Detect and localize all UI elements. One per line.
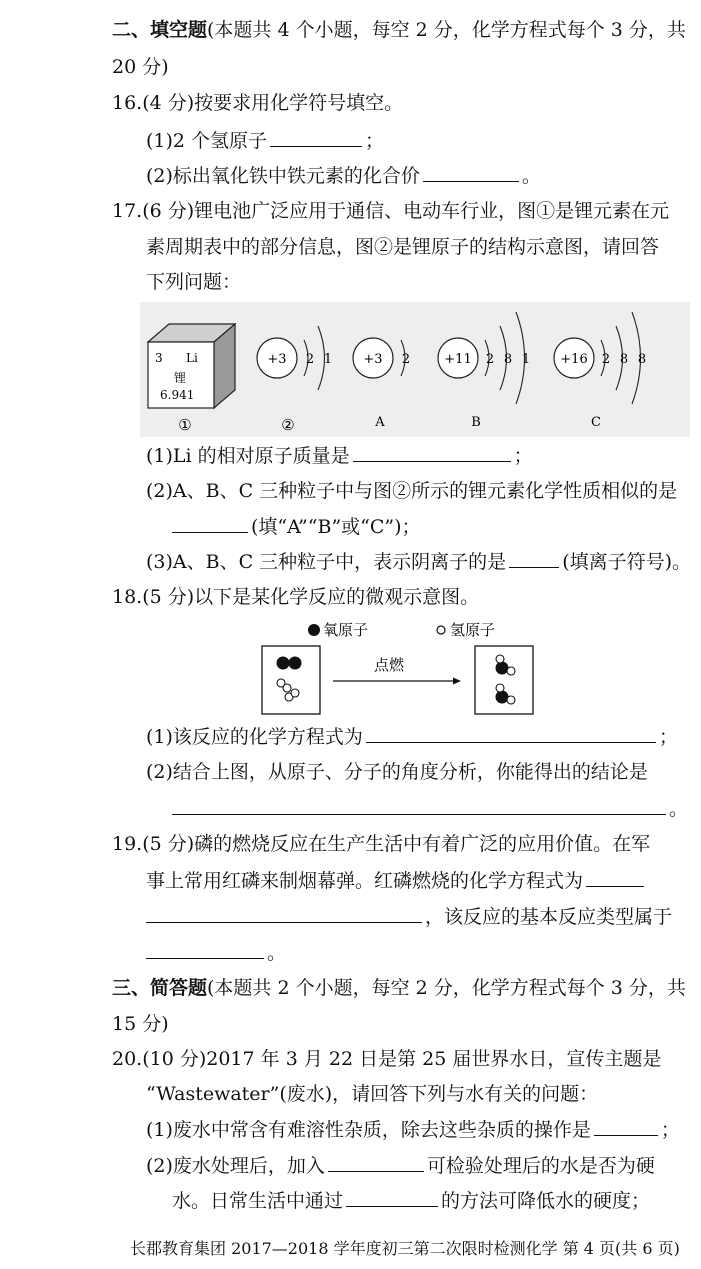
hydrogen-atom-icon — [437, 626, 445, 634]
q16-stem: 16.(4 分)按要求用化学符号填空。 — [112, 92, 404, 114]
element-symbol: Li — [186, 351, 198, 365]
q16-part1-text: (1)2 个氢原子 — [146, 130, 268, 152]
punct: ； — [365, 130, 385, 152]
nucleus-charge: +11 — [444, 352, 472, 367]
q16-part1 — [146, 128, 384, 153]
q19-line2 — [146, 868, 647, 893]
nucleus-charge: +3 — [363, 352, 383, 367]
q18-part1 — [146, 724, 678, 749]
q20-part2-line1 — [146, 1153, 655, 1178]
products-box — [475, 646, 533, 714]
q18-stem: 18.(5 分)以下是某化学反应的微观示意图。 — [112, 586, 480, 608]
answer-blank[interactable] — [586, 868, 644, 887]
figure-label: C — [591, 415, 601, 430]
q17-part2-line1: (2)A、B、C 三种粒子中与图②所示的锂元素化学性质相似的是 — [146, 480, 678, 502]
section-desc-cont: 20 分) — [112, 56, 169, 78]
section-2-header — [112, 18, 686, 42]
section-3-header — [112, 976, 686, 1000]
legend-oxygen: 氧原子 — [323, 621, 369, 639]
answer-blank[interactable] — [146, 904, 422, 923]
q17-part2-line2 — [172, 514, 421, 539]
answer-blank[interactable] — [353, 443, 511, 462]
punct: ； — [658, 726, 678, 748]
punct: ； — [513, 445, 533, 467]
answer-blank[interactable] — [346, 1188, 438, 1207]
reaction-condition: 点燃 — [373, 656, 405, 674]
section-desc: (本题共 2 个小题，每空 2 分，化学方程式每个 3 分，共 — [207, 977, 686, 999]
shell-electrons: 2 — [485, 352, 495, 367]
shell-electrons: 2 — [305, 352, 315, 367]
answer-blank[interactable] — [366, 724, 656, 743]
figure-label: ① — [178, 416, 192, 434]
atom-structure-figure — [140, 302, 690, 437]
section-title: 二、填空题 — [112, 19, 208, 41]
q17-stem-line3: 下列问题： — [146, 271, 242, 293]
q17-part2-text: (填“A”“B”或“C”)； — [251, 516, 421, 538]
shell-electrons: 1 — [323, 352, 333, 367]
q17-part3-suffix: (填离子符号)。 — [562, 551, 692, 573]
q18-part2-answer — [172, 796, 688, 821]
answer-blank[interactable] — [172, 796, 666, 815]
answer-blank[interactable] — [270, 128, 362, 147]
q17-part1-text: (1)Li 的相对原子质量是 — [146, 445, 350, 467]
element-cell-lithium — [148, 324, 235, 408]
shell-electrons: 2 — [401, 352, 411, 367]
answer-blank[interactable] — [328, 1153, 424, 1172]
q19-line1: 19.(5 分)磷的燃烧反应在生产生活中有着广泛的应用价值。在军 — [112, 833, 651, 855]
q20-part1 — [146, 1117, 680, 1142]
answer-blank[interactable] — [594, 1117, 658, 1136]
legend-hydrogen: 氢原子 — [450, 621, 496, 639]
section-desc: (本题共 4 个小题，每空 2 分，化学方程式每个 3 分，共 — [207, 19, 686, 41]
q19-line4 — [146, 940, 286, 965]
q20-part2-text: 的方法可降低水的硬度； — [441, 1190, 651, 1212]
atomic-mass: 6.941 — [160, 388, 195, 402]
shell-electrons: 8 — [619, 352, 629, 367]
shell-electrons: 8 — [503, 352, 513, 367]
q17-part1 — [146, 443, 533, 468]
atomic-number: 3 — [155, 351, 163, 365]
element-name: 锂 — [174, 371, 187, 385]
shell-electrons: 1 — [521, 352, 531, 367]
punct: 。 — [669, 798, 689, 820]
q20-line2: “Wastewater”(废水)，请回答下列与水有关的问题： — [146, 1083, 599, 1105]
q20-line1: 20.(10 分)2017 年 3 月 22 日是第 25 届世界水日，宣传主题是 — [112, 1048, 662, 1070]
reactants-box — [262, 646, 320, 714]
q17-part3 — [146, 549, 691, 574]
page-footer: 长郡教育集团 2017—2018 学年度初三第二次限时检测化学 第 4 页(共 6 页) — [130, 1239, 680, 1258]
figure-label: A — [375, 415, 385, 430]
nucleus-charge: +16 — [560, 352, 588, 367]
section-desc-cont: 15 分) — [112, 1013, 169, 1035]
answer-blank[interactable] — [423, 163, 519, 182]
q19-line3 — [146, 904, 672, 929]
q16-part2-text: (2)标出氧化铁中铁元素的化合价 — [146, 165, 420, 187]
q20-part2-text: (2)废水处理后，加入 — [146, 1155, 325, 1177]
q20-part1-text: (1)废水中常含有难溶性杂质，除去这些杂质的操作是 — [146, 1119, 591, 1141]
answer-blank[interactable] — [146, 940, 264, 959]
section-title: 三、简答题 — [112, 977, 208, 999]
reaction-diagram — [255, 617, 545, 719]
q20-part2-line2 — [172, 1188, 650, 1213]
figure-label: ② — [281, 416, 295, 434]
q17-stem-line2: 素周期表中的部分信息，图②是锂原子的结构示意图，请回答 — [146, 236, 660, 258]
figure-label: B — [471, 415, 481, 430]
q17-part3-text: (3)A、B、C 三种粒子中，表示阴离子的是 — [146, 551, 507, 573]
shell-electrons: 8 — [637, 352, 647, 367]
q17-stem-line1: 17.(6 分)锂电池广泛应用于通信、电动车行业，图①是锂元素在元 — [112, 200, 670, 222]
punct: ； — [660, 1119, 680, 1141]
q19-text: 事上常用红磷来制烟幕弹。红磷燃烧的化学方程式为 — [146, 870, 584, 892]
q18-part1-text: (1)该反应的化学方程式为 — [146, 726, 363, 748]
oxygen-atom-icon — [308, 624, 320, 636]
q18-part2: (2)结合上图，从原子、分子的角度分析，你能得出的结论是 — [146, 761, 648, 783]
punct: 。 — [521, 165, 541, 187]
q16-part2 — [146, 163, 541, 188]
nucleus-charge: +3 — [267, 352, 287, 367]
shell-electrons: 2 — [601, 352, 611, 367]
answer-blank[interactable] — [172, 514, 248, 533]
answer-blank[interactable] — [509, 549, 559, 568]
q20-part2-text: 可检验处理后的水是否为硬 — [426, 1155, 655, 1177]
q20-part2-text: 水。日常生活中通过 — [172, 1190, 344, 1212]
q19-text: ，该反应的基本反应类型属于 — [425, 906, 673, 928]
punct: 。 — [267, 942, 287, 964]
